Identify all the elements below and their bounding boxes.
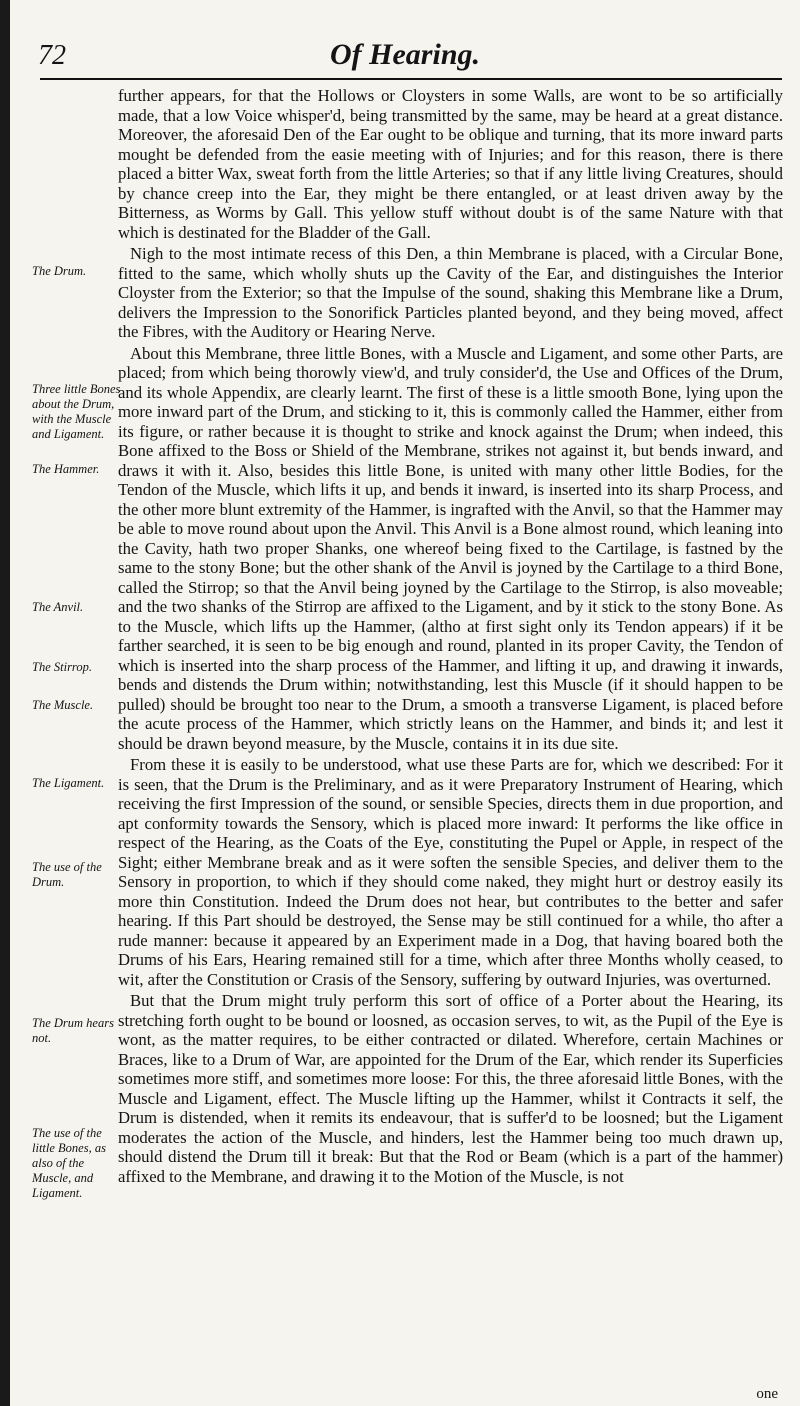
margin-note-ligament: The Ligament. bbox=[32, 776, 105, 790]
running-title: Of Hearing. bbox=[330, 38, 480, 71]
paragraph-1: further appears, for that the Hollows or Cloysters in some Walls, are wont to be so artificially made, that a low Voice whisper'd, being transmitted by the same, may be heard at a great distance. Moreover, the aforesaid Den of the Ear ought to be oblique and turning, that its more inward parts mought be defended from the easie meeting with of Injuries; and for this reason, there is there placed a bitter Wax, sweat forth from the little Arteries; so that if any little living Creatures, should by chance creep into the Ear, they might be there entangled, or at least driven away by the Bitterness, as Worms by Gall. This yellow stuff without doubt is of the same Nature with that which is destinated for the Bladder of the Gall. bbox=[118, 86, 783, 242]
margin-note-stirrop: The Stirrop. bbox=[32, 660, 92, 674]
body-text bbox=[118, 86, 783, 1188]
page-number: 72 bbox=[38, 40, 66, 71]
paragraph-4: From these it is easily to be understood, what use these Parts are for, which we described: For it is seen, that the Drum is the Preliminary, and as it were Preparatory Instrument of Hearing, which receiving the first Impression of the sound, or sensible Species, directs them in due proportion, and apt conformity towards the Sensory, which is placed more inward: It performs the like office in respect of the Hearing, as the Coats of the Eye, constituting the Pupel or Apple, in respect of the Sight; either Membrane break and as it were soften the sensible Species, and deliver them to the Sensory in proportion, to which if they should come naked, they might hurt or destroy easily its more thin Constitution. Indeed the Drum does not hear, but contributes to the better and safer hearing. If this Part should be destroyed, the Sense may be still continued for a while, tho after a rude manner: because it appeared by an Experiment made in a Dog, that having boared both the Drums of his Ears, Hearing remained still for a time, which after three Months wholly ceased, to wit, after the Constitution or Crasis of the Sensory, suffering by outward Injuries, was overturned. bbox=[118, 755, 783, 989]
margin-note-hammer: The Hammer. bbox=[32, 462, 100, 476]
margin-note-drum: The Drum. bbox=[32, 264, 87, 278]
margin-note-drum-hears-not: The Drum hears not. bbox=[32, 1016, 114, 1045]
paragraph-5: But that the Drum might truly perform this sort of office of a Porter about the Hearing, its stretching forth ought to be bound or loosned, as occasion serves, to wit, as the Pupil of the Eye is wont, as the matter requires, to be either contracted or dilated. Wherefore, certain Machines or Braces, like to a Drum of War, are appointed for the Drum of the Ear, which render its Superficies sometimes more stiff, and sometimes more loose: For this, the three aforesaid little Bones, with the Muscle and Ligament, effect. The Muscle lifting up the Hammer, whilst it Contracts it self, the Drum is distended, when it remits its endeavour, that is suffer'd to be loosned; but the Ligament moderates the action of the Muscle, and hinders, lest the Hammer being too much drawn up, should distend the Drum till it break: But that the Rod or Beam (which is a part of the hammer) affixed to the Membrane, and drawing it to the Motion of the Muscle, is not bbox=[118, 991, 783, 1186]
header-rule bbox=[40, 78, 782, 80]
margin-note-three-bones: Three little Bones about the Drum, with the Muscle and Ligament. bbox=[32, 382, 121, 441]
paragraph-3: About this Membrane, three little Bones, with a Muscle and Ligament, and some other Parts, are placed; from which being thorowly view'd, and truly consider'd, the Use and Offices of the Drum, and its whole Appendix, are clearly learnt. The first of these is a little smooth Bone, lying upon the more inward part of the Drum, and sticking to it, this is commonly called the Hammer, either from its figure, or rather because it is thought to strike and knock against the Drum; when indeed, this Bone affixed to the Boss or Shield of the Membrane, strikes not against it, but bends inward, and draws it with it. Also, besides this little Bone, is united with many other little Bodies, for the Tendon of the Muscle, which lifts it up, and bends it inward, is inserted into its sharp Process, and the other more blunt extremity of the Hammer, is ingrafted with the Anvil, so that the Hammer may be able to move round about upon the Anvil. This Anvil is a Bone almost round, which leaning into the Cavity, hath two proper Shanks, one whereof being fixed to the Cartilage, is fastned by the same to the stony Bone; but the other shank of the Anvil is joyned by the Cartilage to a third Bone, called the Stirrop; so that the Anvil being joyned by the Cartilage to the Stirrop, is also moveable; and the two shanks of the Stirrop are affixed to the Ligament, and by it stick to the stony Bone. As to the Muscle, which lifts up the Hammer, (altho at first sight only its Tendon appears) if it be farther searched, it is seen to be big enough and round, planted in its proper Cavity, the Tendon of which is inserted into the sharp process of the Hammer, and lifting it up, and drawing it inwards, bends and distends the Drum within; notwithstanding, lest this Muscle (if it should happen to be pulled) should be brought too near to the Drum, a smooth a transverse Ligament, is placed before the acute process of the Hammer, which strictly leans on the Hammer, and binds it; and lest it should be drawn beyond measure, by the Muscle, contains it in its due site. bbox=[118, 343, 783, 753]
paragraph-2: Nigh to the most intimate recess of this Den, a thin Membrane is placed, with a Circular Bone, fitted to the same, which wholly shuts up the Cavity of the Ear, and distinguishes the Interior Cloyster from the Exterior; so that the Impulse of the sound, shaking this Membrane like a Drum, delivers the Impression to the Sonorifick Particles planted beyond, and they being moved, affect the Fibres, with the Auditory or Hearing Nerve. bbox=[118, 244, 783, 341]
margin-note-anvil: The Anvil. bbox=[32, 600, 84, 614]
margin-note-muscle: The Muscle. bbox=[32, 698, 94, 712]
margin-note-use-of-drum: The use of the Drum. bbox=[32, 860, 102, 889]
margin-note-use-of-bones: The use of the little Bones, as also of the Muscle, and Ligament. bbox=[32, 1126, 106, 1200]
catchword: one bbox=[756, 1386, 778, 1402]
